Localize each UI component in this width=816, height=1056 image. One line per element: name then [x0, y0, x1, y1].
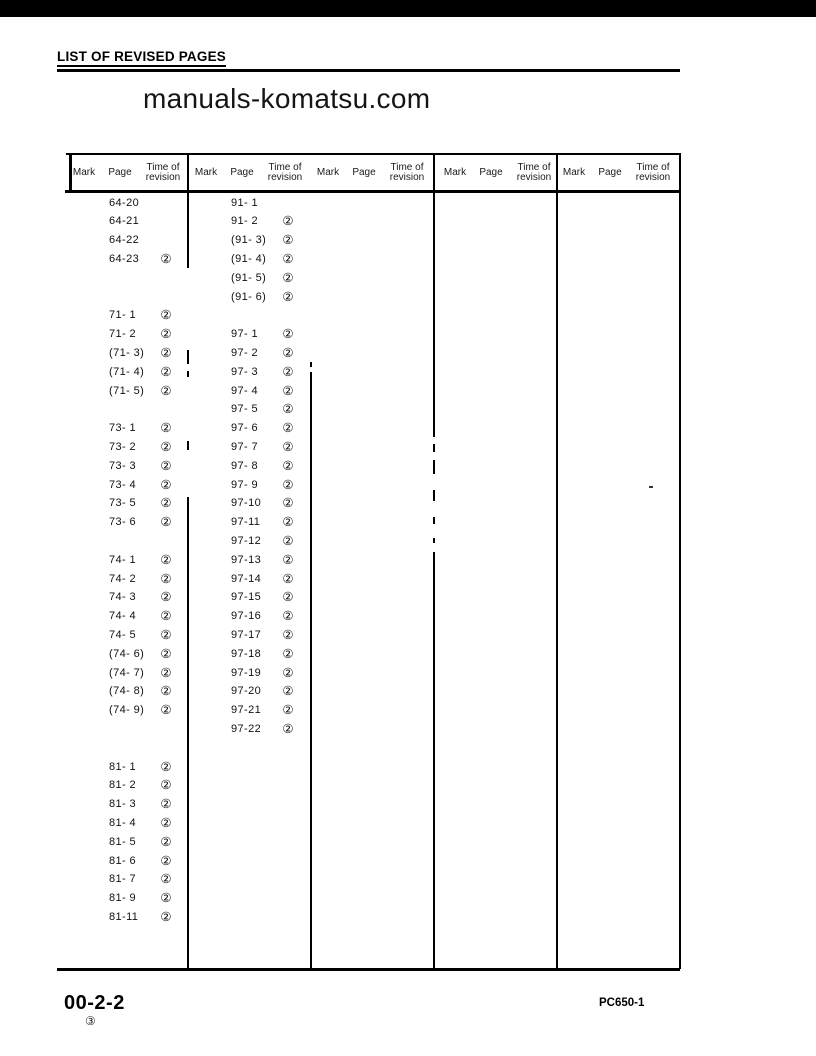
- page-number: 97- 8: [231, 459, 259, 472]
- revision-mark: ②: [160, 834, 172, 849]
- page-number: 81-11: [109, 910, 139, 923]
- table-row: [65, 457, 195, 476]
- table-row: [65, 513, 195, 532]
- revision-mark: ②: [160, 909, 172, 924]
- column-header-pg: Page: [598, 166, 622, 178]
- revision-mark: ②: [160, 872, 172, 887]
- page-number: (71- 5): [109, 384, 145, 397]
- revision-mark: ②: [282, 345, 294, 360]
- revision-mark: ②: [160, 815, 172, 830]
- page-number: 74- 4: [109, 610, 137, 623]
- table-grid-line: [433, 552, 435, 969]
- table-row: [65, 231, 195, 250]
- table-row: [65, 419, 195, 438]
- table-column: [190, 194, 320, 739]
- page-number: 97- 7: [231, 440, 259, 453]
- column-header-mark: Mark: [562, 166, 586, 178]
- page-number: 81- 1: [109, 760, 137, 773]
- revision-mark: ②: [282, 439, 294, 454]
- table-row: [65, 720, 195, 739]
- table-row: [190, 269, 320, 288]
- table-row: [190, 250, 320, 269]
- revision-mark: ②: [160, 646, 172, 661]
- table-row: [190, 682, 320, 701]
- table-column: [65, 194, 195, 927]
- table-header-group: [310, 156, 432, 190]
- page-number: (91- 6): [231, 290, 267, 303]
- revision-mark: ②: [282, 703, 294, 718]
- table-row: [65, 194, 195, 213]
- table-row: [65, 701, 195, 720]
- table-row: [190, 720, 320, 739]
- table-row: [65, 363, 195, 382]
- revision-mark: ②: [282, 383, 294, 398]
- column-header-mark: Mark: [443, 166, 467, 178]
- table-row: [65, 889, 195, 908]
- page-number: 97- 6: [231, 422, 259, 435]
- revision-mark: ②: [282, 421, 294, 436]
- revision-mark: ②: [282, 402, 294, 417]
- page-number: 74- 2: [109, 572, 137, 585]
- page-number: 73- 5: [109, 497, 137, 510]
- page-number: 91- 1: [231, 196, 259, 209]
- page-number: 97-14: [231, 572, 262, 585]
- revision-mark: ②: [160, 439, 172, 454]
- table-row: [190, 588, 320, 607]
- revision-mark: ②: [160, 590, 172, 605]
- page-number: 81- 2: [109, 779, 137, 792]
- table-row: [190, 194, 320, 213]
- page-number: 97- 5: [231, 403, 259, 416]
- table-row: [65, 269, 195, 288]
- revision-mark: ②: [160, 383, 172, 398]
- table-row: [65, 532, 195, 551]
- page-number: (74- 9): [109, 704, 145, 717]
- page-number: (91- 4): [231, 252, 267, 265]
- page-number: 74- 1: [109, 553, 137, 566]
- page-number: 97-13: [231, 553, 262, 566]
- table-row: [65, 325, 195, 344]
- page-number: 97-22: [231, 722, 262, 735]
- footer-page-number: 00-2-2: [64, 992, 125, 1014]
- revision-mark: ②: [282, 515, 294, 530]
- page-number: (71- 4): [109, 365, 145, 378]
- page-number: 81- 7: [109, 873, 137, 886]
- revision-mark: ②: [282, 251, 294, 266]
- revision-mark: ②: [160, 308, 172, 323]
- table-row: [65, 551, 195, 570]
- page-number: 64-20: [109, 196, 140, 209]
- revision-mark: ②: [282, 627, 294, 642]
- table-row: [190, 400, 320, 419]
- revision-mark: ②: [160, 778, 172, 793]
- table-grid-line: [433, 460, 435, 474]
- table-row: [190, 645, 320, 664]
- table-row: [65, 758, 195, 777]
- page-number: 97- 9: [231, 478, 259, 491]
- page-number: 91- 2: [231, 215, 259, 228]
- page-number: 81- 3: [109, 798, 137, 811]
- table-header-group: [556, 156, 678, 190]
- table-row: [190, 382, 320, 401]
- revision-mark: ②: [160, 364, 172, 379]
- table-row: [190, 419, 320, 438]
- revision-mark: ②: [282, 364, 294, 379]
- table-header-group: [188, 156, 310, 190]
- page-number: (91- 3): [231, 234, 267, 247]
- revision-mark: ②: [282, 270, 294, 285]
- table-row: [190, 306, 320, 325]
- page-number: 81- 5: [109, 835, 137, 848]
- page-number: (74- 8): [109, 685, 145, 698]
- page-number: 71- 1: [109, 309, 137, 322]
- page-number: 97-18: [231, 647, 262, 660]
- revision-mark: ②: [160, 891, 172, 906]
- page-number: 97-16: [231, 610, 262, 623]
- table-row: [190, 288, 320, 307]
- revision-mark: ②: [160, 421, 172, 436]
- page-number: 74- 3: [109, 591, 137, 604]
- table-row: [190, 701, 320, 720]
- page-number: 81- 9: [109, 892, 137, 905]
- table-row: [190, 325, 320, 344]
- page-number: 64-21: [109, 215, 140, 228]
- page-number: 64-23: [109, 252, 140, 265]
- table-row: [65, 476, 195, 495]
- page-number: 64-22: [109, 234, 140, 247]
- table-row: [190, 457, 320, 476]
- table-row: [65, 250, 195, 269]
- revision-mark: ②: [160, 571, 172, 586]
- revision-mark: ②: [160, 327, 172, 342]
- page-number: 97- 1: [231, 328, 259, 341]
- table-row: [190, 231, 320, 250]
- table-row: [190, 570, 320, 589]
- revision-mark: ②: [282, 533, 294, 548]
- table-row: [190, 344, 320, 363]
- revision-mark: ②: [282, 477, 294, 492]
- table-row: [65, 833, 195, 852]
- page-number: 97-15: [231, 591, 262, 604]
- column-header-tor: Time of revision: [389, 161, 425, 183]
- revision-mark: ②: [282, 458, 294, 473]
- title-rule: [57, 69, 680, 72]
- revision-mark: ②: [160, 477, 172, 492]
- table-row: [190, 438, 320, 457]
- revision-mark: ②: [282, 571, 294, 586]
- page-number: 97-12: [231, 534, 262, 547]
- table-row: [65, 438, 195, 457]
- table-row: [65, 739, 195, 758]
- page-number: 71- 2: [109, 328, 137, 341]
- table-row: [65, 814, 195, 833]
- page-number: 74- 5: [109, 628, 137, 641]
- column-header-tor: Time of revision: [267, 161, 303, 183]
- revision-mark: ②: [282, 233, 294, 248]
- table-grid-line: [433, 153, 435, 437]
- table-row: [65, 306, 195, 325]
- page-number: 81- 4: [109, 816, 137, 829]
- table-row: [65, 776, 195, 795]
- revision-mark: ②: [282, 327, 294, 342]
- table-row: [65, 870, 195, 889]
- page-number: 97-10: [231, 497, 262, 510]
- revision-mark: ②: [160, 797, 172, 812]
- watermark-text: manuals-komatsu.com: [143, 83, 431, 114]
- revision-mark: ②: [160, 552, 172, 567]
- table-row: [190, 476, 320, 495]
- table-row: [65, 344, 195, 363]
- table-row: [65, 682, 195, 701]
- page-number: 97- 4: [231, 384, 259, 397]
- table-row: [65, 645, 195, 664]
- revision-mark: ②: [282, 721, 294, 736]
- table-row: [65, 607, 195, 626]
- revision-mark: ②: [160, 684, 172, 699]
- page-number: 97-20: [231, 685, 262, 698]
- table-grid-line: [679, 153, 681, 969]
- table-row: [190, 363, 320, 382]
- table-row: [190, 212, 320, 231]
- table-row: [65, 288, 195, 307]
- column-header-pg: Page: [352, 166, 376, 178]
- table-row: [65, 626, 195, 645]
- column-header-pg: Page: [479, 166, 503, 178]
- revision-mark: ②: [160, 665, 172, 680]
- page-number: 97-19: [231, 666, 262, 679]
- revision-mark: ②: [282, 684, 294, 699]
- revision-mark: ②: [160, 496, 172, 511]
- table-row: [65, 795, 195, 814]
- page-title: LIST OF REVISED PAGES: [57, 49, 226, 67]
- page-number: 73- 4: [109, 478, 137, 491]
- table-row: [190, 513, 320, 532]
- table-row: [190, 494, 320, 513]
- column-header-pg: Page: [108, 166, 132, 178]
- footer-doc-code: PC650-1: [599, 997, 645, 1009]
- revision-mark: ②: [282, 609, 294, 624]
- page-number: (74- 7): [109, 666, 145, 679]
- revision-mark: ②: [160, 515, 172, 530]
- page-number: 97- 2: [231, 346, 259, 359]
- page-number: 73- 1: [109, 422, 137, 435]
- table-row: [190, 532, 320, 551]
- revision-mark: ②: [282, 646, 294, 661]
- page-number: 73- 3: [109, 459, 137, 472]
- column-header-tor: Time of revision: [145, 161, 181, 183]
- revision-mark: ②: [282, 496, 294, 511]
- table-row: [65, 212, 195, 231]
- revision-mark: ②: [282, 289, 294, 304]
- revision-mark: ②: [282, 665, 294, 680]
- page-number: 97-21: [231, 704, 262, 717]
- page-number: 97-17: [231, 628, 262, 641]
- column-header-pg: Page: [230, 166, 254, 178]
- table-grid-line: [433, 444, 435, 452]
- page-number: 73- 2: [109, 440, 137, 453]
- table-row: [65, 400, 195, 419]
- revision-mark: ②: [160, 627, 172, 642]
- table-row: [190, 664, 320, 683]
- table-row: [65, 494, 195, 513]
- table-bottom-rule: [57, 968, 680, 971]
- column-header-tor: Time of revision: [635, 161, 671, 183]
- revision-mark: ②: [282, 552, 294, 567]
- column-header-tor: Time of revision: [516, 161, 552, 183]
- page-number: 97- 3: [231, 365, 259, 378]
- table-top-rule: [66, 153, 680, 155]
- page-number: (71- 3): [109, 346, 145, 359]
- table-row: [65, 588, 195, 607]
- table-header-group: [66, 156, 188, 190]
- column-header-mark: Mark: [316, 166, 340, 178]
- page-number: (74- 6): [109, 647, 145, 660]
- revision-mark: ②: [282, 214, 294, 229]
- table-row: [65, 570, 195, 589]
- scan-top-bar: [0, 0, 816, 17]
- page-number: 73- 6: [109, 516, 137, 529]
- page-number: (91- 5): [231, 271, 267, 284]
- table-grid-line: [433, 490, 435, 501]
- table-row: [65, 664, 195, 683]
- revision-mark: ②: [160, 759, 172, 774]
- footer-revision-mark: ③: [85, 1014, 96, 1028]
- table-row: [65, 908, 195, 927]
- table-grid-line: [433, 538, 435, 543]
- table-grid-line: [433, 517, 435, 524]
- table-row: [65, 852, 195, 871]
- table-grid-line: [556, 153, 558, 969]
- page-number: 81- 6: [109, 854, 137, 867]
- revision-mark: ②: [160, 609, 172, 624]
- revision-mark: ②: [160, 703, 172, 718]
- table-header-group: [437, 156, 559, 190]
- revision-mark: ②: [282, 590, 294, 605]
- table-row: [65, 382, 195, 401]
- revision-mark: ②: [160, 853, 172, 868]
- table-row: [190, 607, 320, 626]
- revision-mark: ②: [160, 345, 172, 360]
- column-header-mark: Mark: [194, 166, 218, 178]
- scan-artifact-dot: [649, 486, 653, 488]
- revision-mark: ②: [160, 251, 172, 266]
- table-row: [190, 626, 320, 645]
- revision-mark: ②: [160, 458, 172, 473]
- table-row: [190, 551, 320, 570]
- column-header-mark: Mark: [72, 166, 96, 178]
- page-number: 97-11: [231, 516, 261, 529]
